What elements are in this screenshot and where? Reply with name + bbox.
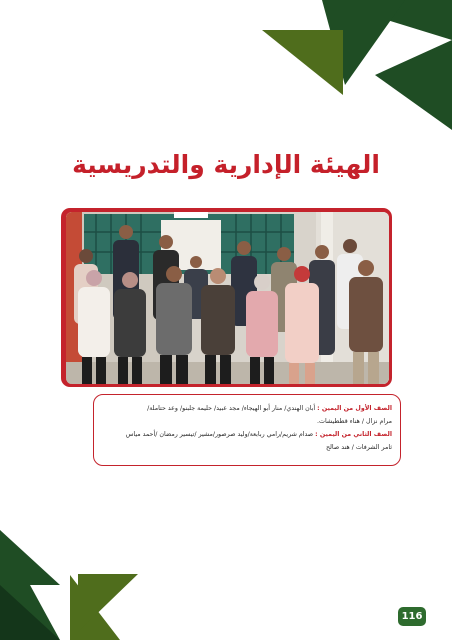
group-photo [66,212,389,384]
caption-row2-line2: ثامر الشرفات / هند صالح [325,444,392,451]
page-number-badge: 116 [398,607,426,626]
caption-row1-label: الصف الأول من اليمين : [317,405,392,412]
top-right-decorative-triangles [0,0,452,160]
caption-row1-line1 [102,402,392,415]
caption-row2-line1 [102,428,392,441]
caption-row2-names: صدام شريم/رامي ربابعة/وليد صرصور/مشير /تيسير رمضان /أحمد مياس [125,431,314,438]
caption-box [93,394,401,466]
bottom-left-decorative-triangles [0,500,160,640]
caption-row2-label: الصف الثاني من اليمين : [315,431,392,438]
page-title: الهيئة الإدارية والتدريسية [72,150,380,179]
caption-row1-names: أبان الهندي/ منار أبو الهيجاء/ مجد عبيد/ حليمة جلبنو/ وعد حتاملة/ [147,405,316,412]
caption-row1-line2: مرام نزال / هناء قططيشات. [317,418,392,425]
